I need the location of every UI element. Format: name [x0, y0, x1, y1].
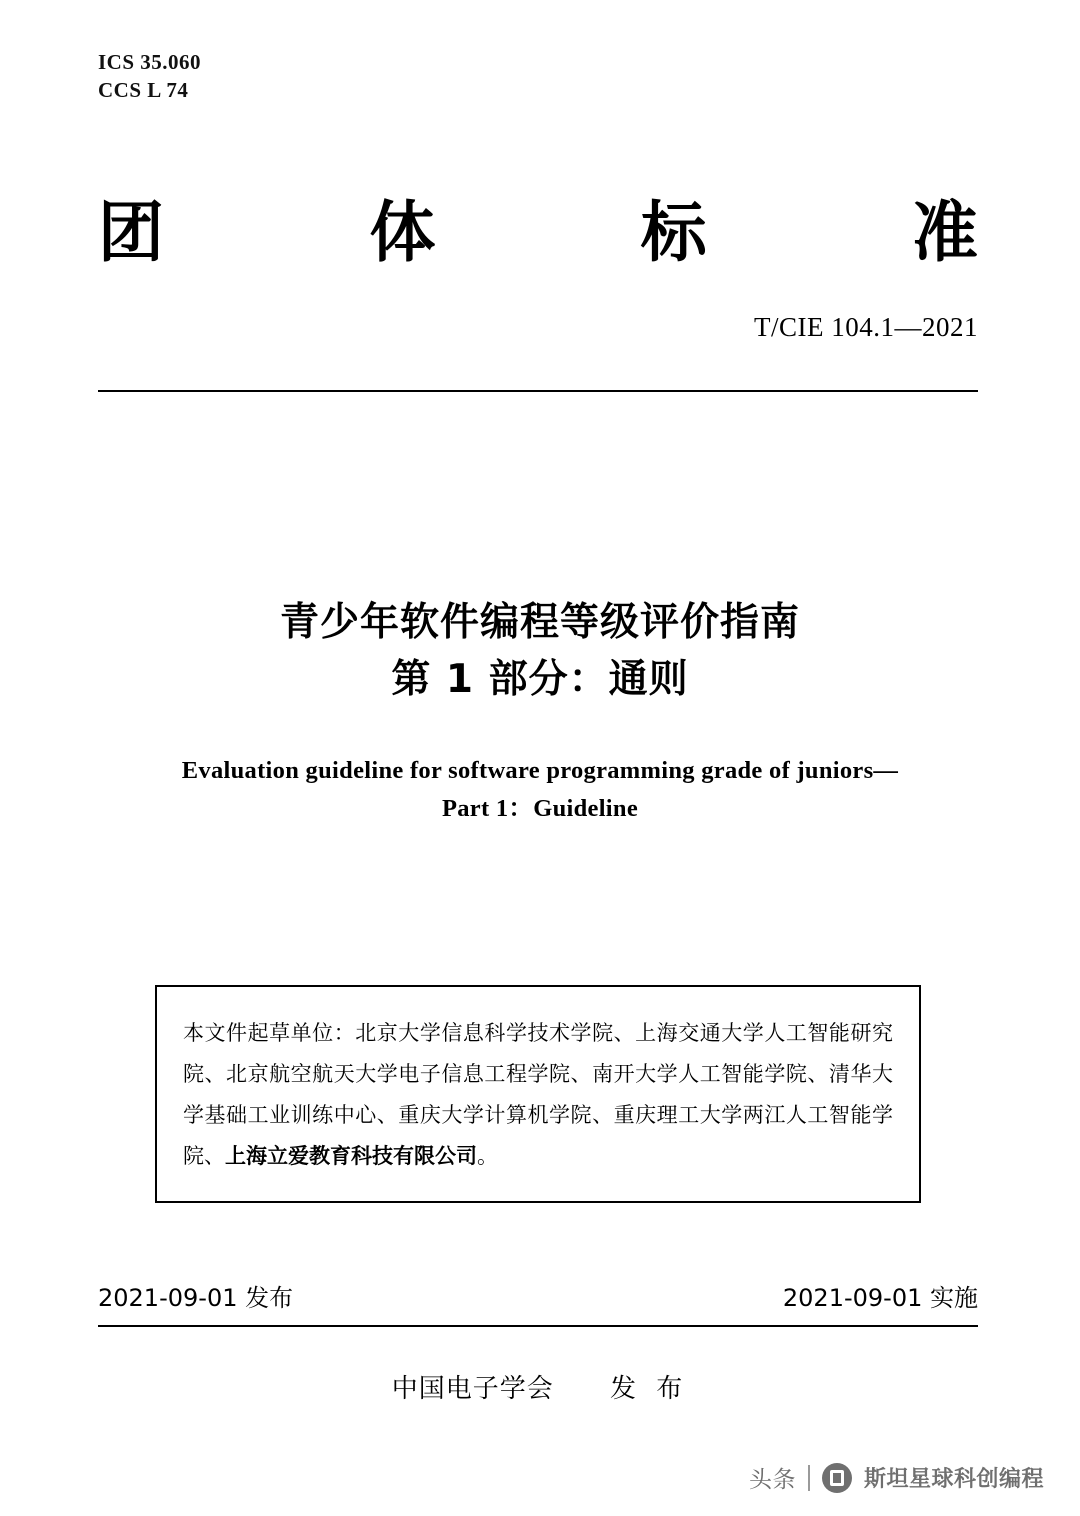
- watermark-source: 头条: [748, 1467, 796, 1493]
- publisher-line: [0, 1368, 1080, 1405]
- footer-divider: [98, 1325, 978, 1327]
- drafting-units-tail: 。: [477, 1143, 498, 1168]
- standard-number: T/CIE 104.1—2021: [754, 312, 978, 342]
- page-title: [0, 595, 1080, 708]
- watermark-account: 斯坦星球科创编程: [863, 1467, 1044, 1492]
- banner-group-standard: [98, 194, 978, 271]
- drafting-units-body: 北京大学信息科学技术学院、上海交通大学人工智能研究院、北京航空航天大学电子信息工程学院、南开大学人工智能学院、清华大学基础工业训练中心、重庆大学计算机学院、重庆理工大学两江人工智能学院、: [183, 1021, 893, 1168]
- watermark-logo-icon: [822, 1463, 852, 1493]
- banner-char-1: 团: [98, 194, 164, 271]
- header-divider: [98, 390, 978, 392]
- watermark-divider: [808, 1465, 810, 1491]
- ccs-code: CCS L 74: [98, 78, 189, 103]
- drafting-units-paragraph: [183, 1013, 893, 1177]
- banner-char-2: 体: [369, 194, 436, 271]
- title-line-1: 青少年软件编程等级评价指南: [279, 600, 800, 645]
- issue-date: 2021-09-01 发布: [98, 1284, 294, 1312]
- english-title-line-2: Part 1：Guideline: [441, 794, 639, 822]
- publisher-organization: 中国电子学会: [391, 1374, 554, 1404]
- ics-code: ICS 35.060: [98, 50, 202, 74]
- publisher-action: 发 布: [610, 1374, 689, 1404]
- drafting-units-emphasis: 上海立爱教育科技有限公司: [225, 1143, 477, 1168]
- banner-char-4: 准: [911, 194, 978, 271]
- title-line-2: 第 1 部分：通则: [391, 656, 689, 702]
- drafting-units-lead: 本文件起草单位：: [183, 1021, 356, 1045]
- english-title-line-1: Evaluation guideline for software programming grade of juniors—: [181, 757, 899, 784]
- banner-char-3: 标: [640, 194, 707, 271]
- drafting-units-box: [155, 985, 921, 1203]
- dates-row: [98, 1278, 978, 1313]
- watermark: [749, 1461, 1044, 1494]
- english-title: [0, 752, 1080, 828]
- classification-codes: [98, 48, 201, 105]
- effective-date: 2021-09-01 实施: [782, 1284, 978, 1312]
